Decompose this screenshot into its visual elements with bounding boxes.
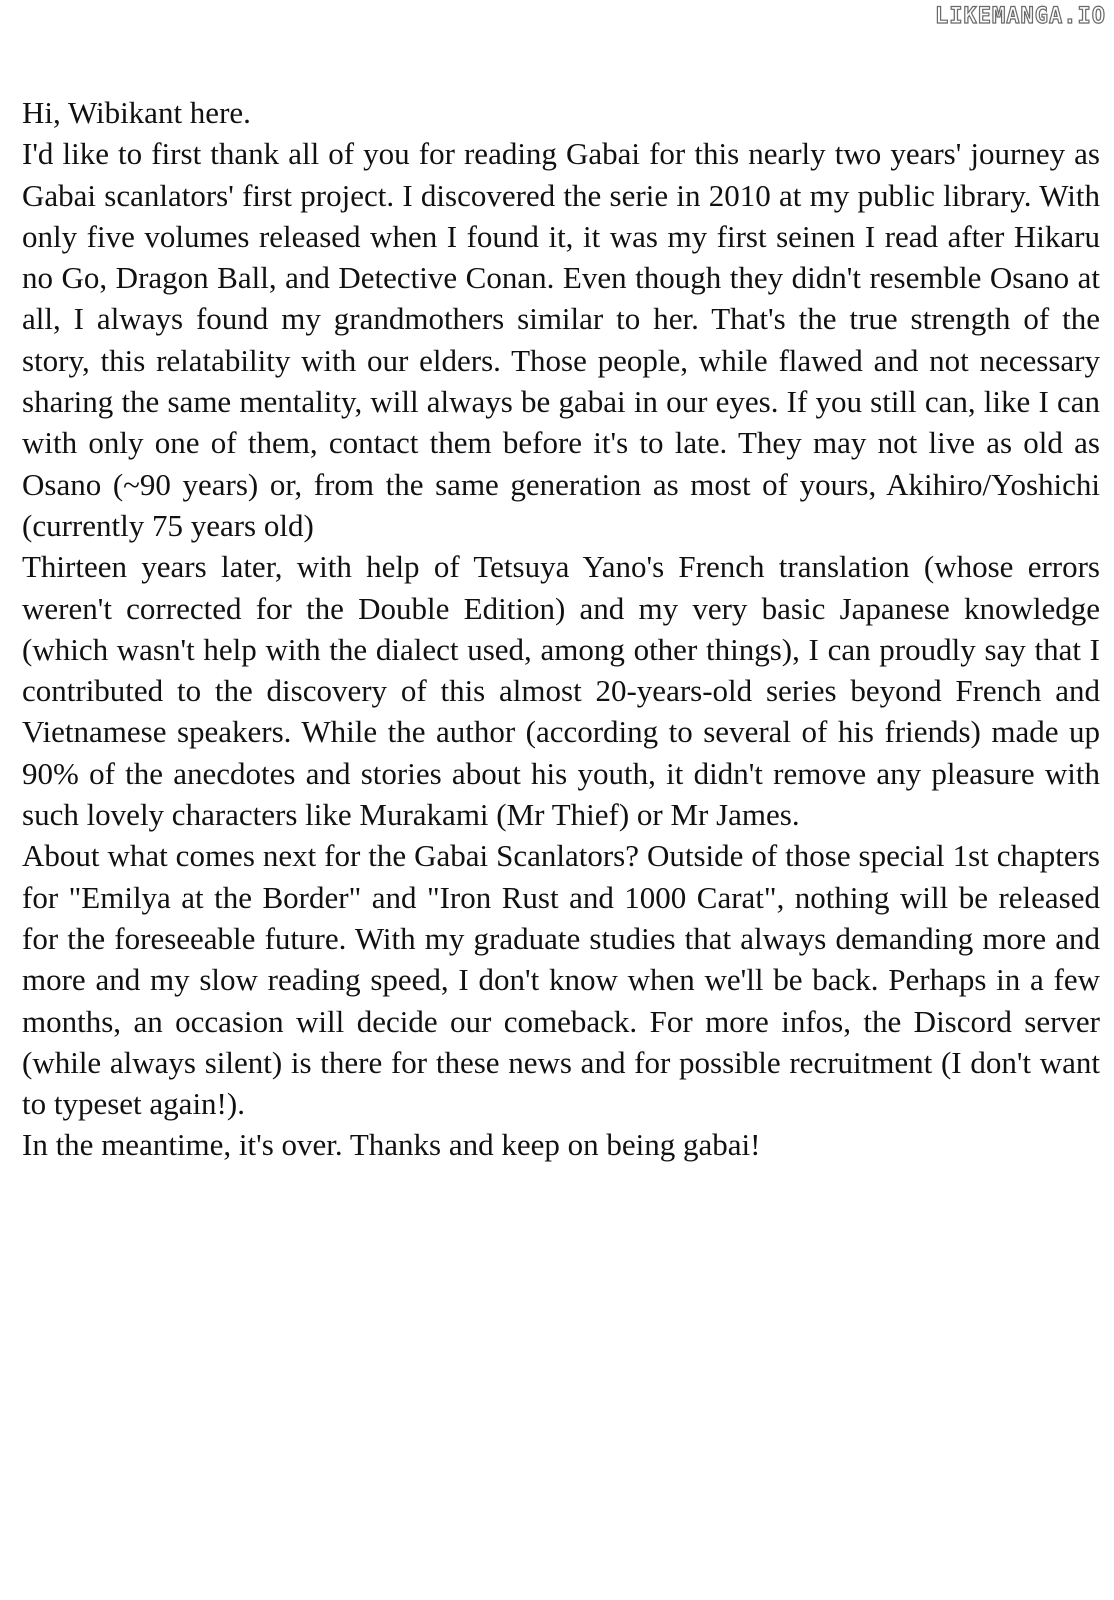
letter-body	[22, 92, 1100, 1166]
paragraph-future: About what comes next for the Gabai Scanlators? Outside of those special 1st chapters for "Emilya at the Border" and "Iron Rust and 1000 Carat", nothing will be released for the foreseeable future. With my graduate studies that always demanding more and more and my slow reading speed, I don't know when we'll be back. Perhaps in a few months, an occasion will decide our comeback. For more infos, the Discord server (while always silent) is there for these news and for possible recruitment (I don't want to typeset again!).	[22, 838, 1100, 1122]
watermark-logo: LIKEMANGA.IO	[935, 4, 1106, 29]
paragraph-closing: In the meantime, it's over. Thanks and keep on being gabai!	[22, 1127, 761, 1163]
paragraph-thanks: I'd like to first thank all of you for reading Gabai for this nearly two years' journey as Gabai scanlators' first project. I discovered the serie in 2010 at my public library. With only five volumes released when I found it, it was my first seinen I read after Hikaru no Go, Dragon Ball, and Detective Conan. Even though they didn't resemble Osano at all, I always found my grandmothers similar to her. That's the true strength of the story, this relatability with our elders. Those people, while flawed and not necessary sharing the same mentality, will always be gabai in our eyes. If you still can, like I can with only one of them, contact them before it's to late. They may not live as old as Osano (~90 years) or, from the same generation as most of yours, Akihiro/Yoshichi (currently 75 years old)	[22, 136, 1100, 543]
paragraph-greeting: Hi, Wibikant here.	[22, 95, 251, 130]
paragraph-history: Thirteen years later, with help of Tetsuya Yano's French translation (whose errors weren't corrected for the Double Edition) and my very basic Japanese knowledge (which wasn't help with the dialect used, among other things), I can proudly say that I contributed to the discovery of this almost 20-years-old series beyond French and Vietnamese speakers. While the author (according to several of his friends) made up 90% of the anecdotes and stories about his youth, it didn't remove any pleasure with such lovely characters like Murakami (Mr Thief) or Mr James.	[22, 549, 1100, 833]
